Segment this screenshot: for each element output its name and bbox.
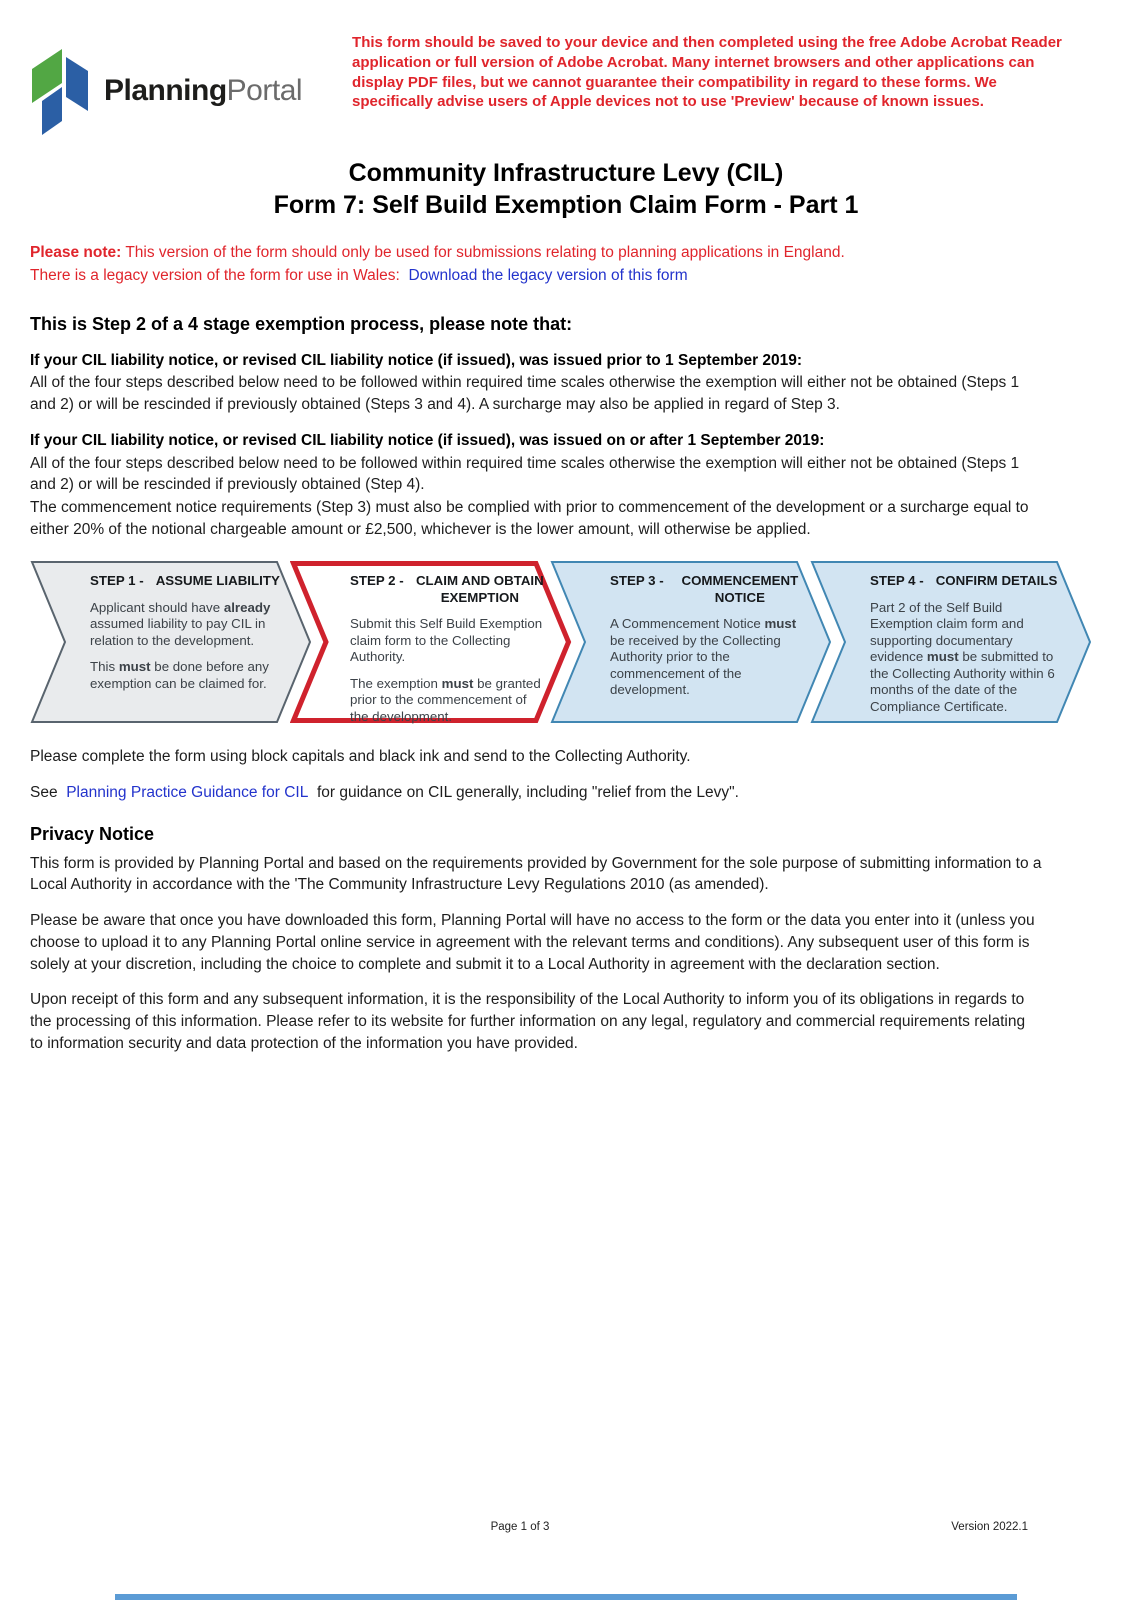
- step-label: STEP 1 -: [90, 573, 144, 589]
- commencement-requirement-note: The commencement notice requirements (Step 3) must also be complied with prior to commencement of the development or a surcharge equal to either 20% of the notional chargeable amount or £2,500, whichever is the lower amount, will otherwise be applied.: [30, 499, 1029, 538]
- step-paragraph: Part 2 of the Self Build Exemption claim form and supporting documentary evidence must be submitted to the Collecting Authority within 6 months of the date of the Compliance Certificate.: [870, 599, 1055, 714]
- block-capitals-instruction: Please complete the form using block capitals and black ink and send to the Collecting Authority.: [30, 748, 691, 766]
- please-note: [30, 241, 1102, 288]
- footer-bar: [115, 1594, 1017, 1600]
- page-header: [0, 0, 1132, 135]
- planning-portal-logo: [30, 47, 302, 135]
- guidance-note: [30, 782, 1042, 804]
- step-paragraph: The exemption must be granted prior to the commencement of the development.: [350, 675, 541, 724]
- after-notice-heading: If your CIL liability notice, or revised CIL liability notice (if issued), was issued on or after 1 September 2019:: [30, 432, 825, 450]
- privacy-paragraph-1: This form is provided by Planning Portal and based on the requirements provided by Government for the sole purpose of submitting information to a Local Authority in accordance with the 'The Community Infrastructure Levy Regulations 2010 (as amended).: [30, 854, 1042, 894]
- form-title: [0, 157, 1132, 221]
- planning-portal-logo-icon: [30, 47, 90, 135]
- please-note-label: Please note:: [30, 244, 122, 261]
- process-step-1: [30, 560, 312, 724]
- guidance-rest: for guidance on CIL generally, including "relief from the Levy".: [316, 784, 739, 802]
- step-paragraph: Submit this Self Build Exemption claim form to the Collecting Authority.: [350, 616, 543, 665]
- step-paragraph: Applicant should have already assumed liability to pay CIL in relation to the development.: [90, 599, 271, 648]
- process-step-3: [550, 560, 832, 724]
- page-number: Page 1 of 3: [490, 1521, 550, 1533]
- step-label: STEP 3 -: [610, 573, 664, 589]
- version-label: Version 2022.1: [951, 1521, 1028, 1533]
- wales-legacy-text: There is a legacy version of the form for use in Wales:: [30, 267, 400, 285]
- privacy-paragraph-3: Upon receipt of this form and any subsequent information, it is the responsibility of the Local Authority to inform you of its obligations in regards to the processing of this information. Please refer to its website for further information on any legal, regulatory and commercial requirements relating to information security and data protection of the information you have provided.: [30, 991, 1026, 1052]
- process-step-4: [810, 560, 1092, 724]
- brand-portal: Portal: [226, 74, 303, 107]
- step-title: CONFIRM DETAILS: [935, 573, 1058, 589]
- guidance-see: See: [30, 784, 58, 802]
- after-notice-body: All of the four steps described below need to be followed within required time scales otherwise the exemption will either not be obtained (Steps 1 and 2) or will be rescinded if previously obtained (Step 4).: [30, 454, 1020, 494]
- step-paragraph: This must be done before any exemption can be claimed for.: [90, 659, 269, 691]
- step-title: ASSUME LIABILITY: [155, 573, 280, 589]
- brand-text: [104, 74, 302, 108]
- process-intro-heading: This is Step 2 of a 4 stage exemption process, please note that:: [30, 313, 573, 334]
- step-label: STEP 2 -: [350, 573, 404, 589]
- adobe-compatibility-warning: This form should be saved to your device and then completed using the free Adobe Acrobat Reader application or full version of Adobe Acrobat. Many internet browsers and other applications can display PDF files, but we cannot guarantee their compatibility in regard to these forms. We specifically advise users of Apple devices not to use 'Preview' because of known issues.: [352, 34, 1062, 111]
- privacy-heading: Privacy Notice: [30, 823, 155, 844]
- form-title-line2: Form 7: Self Build Exemption Claim Form - Part 1: [273, 191, 859, 219]
- process-step-2-current: [290, 560, 572, 724]
- step-label: STEP 4 -: [870, 573, 924, 589]
- prior-notice-heading: If your CIL liability notice, or revised CIL liability notice (if issued), was issued prior to 1 September 2019:: [30, 351, 803, 369]
- process-steps-diagram: [30, 560, 1102, 724]
- form-title-line1: Community Infrastructure Levy (CIL): [348, 159, 784, 187]
- brand-planning: Planning: [104, 74, 227, 107]
- privacy-paragraph-2: Please be aware that once you have downloaded this form, Planning Portal will have no access to the form or the data you enter into it (unless you choose to upload it to any Planning Portal online service in agreement with the relevant terms and conditions). Any subsequent user of this form is solely at your discretion, including the choice to complete and submit it to a Local Authority in agreement with the declaration section.: [30, 912, 1035, 973]
- step-title: COMMENCEMENT NOTICE: [681, 573, 799, 605]
- step-title: CLAIM AND OBTAIN EXEMPTION: [415, 573, 544, 605]
- legacy-form-link[interactable]: Download the legacy version of this form: [408, 267, 688, 285]
- planning-guidance-link[interactable]: Planning Practice Guidance for CIL: [66, 784, 309, 802]
- prior-notice-body: All of the four steps described below need to be followed within required time scales otherwise the exemption will either not be obtained (Steps 1 and 2) or will be rescinded if previously obtained (Steps 3 and 4). A surcharge may also be applied in regard of Step 3.: [30, 373, 1020, 413]
- please-note-text: This version of the form should only be used for submissions relating to planning applications in England.: [125, 244, 845, 261]
- step-paragraph: A Commencement Notice must be received by the Collecting Authority prior to the commencement of the development.: [610, 616, 797, 698]
